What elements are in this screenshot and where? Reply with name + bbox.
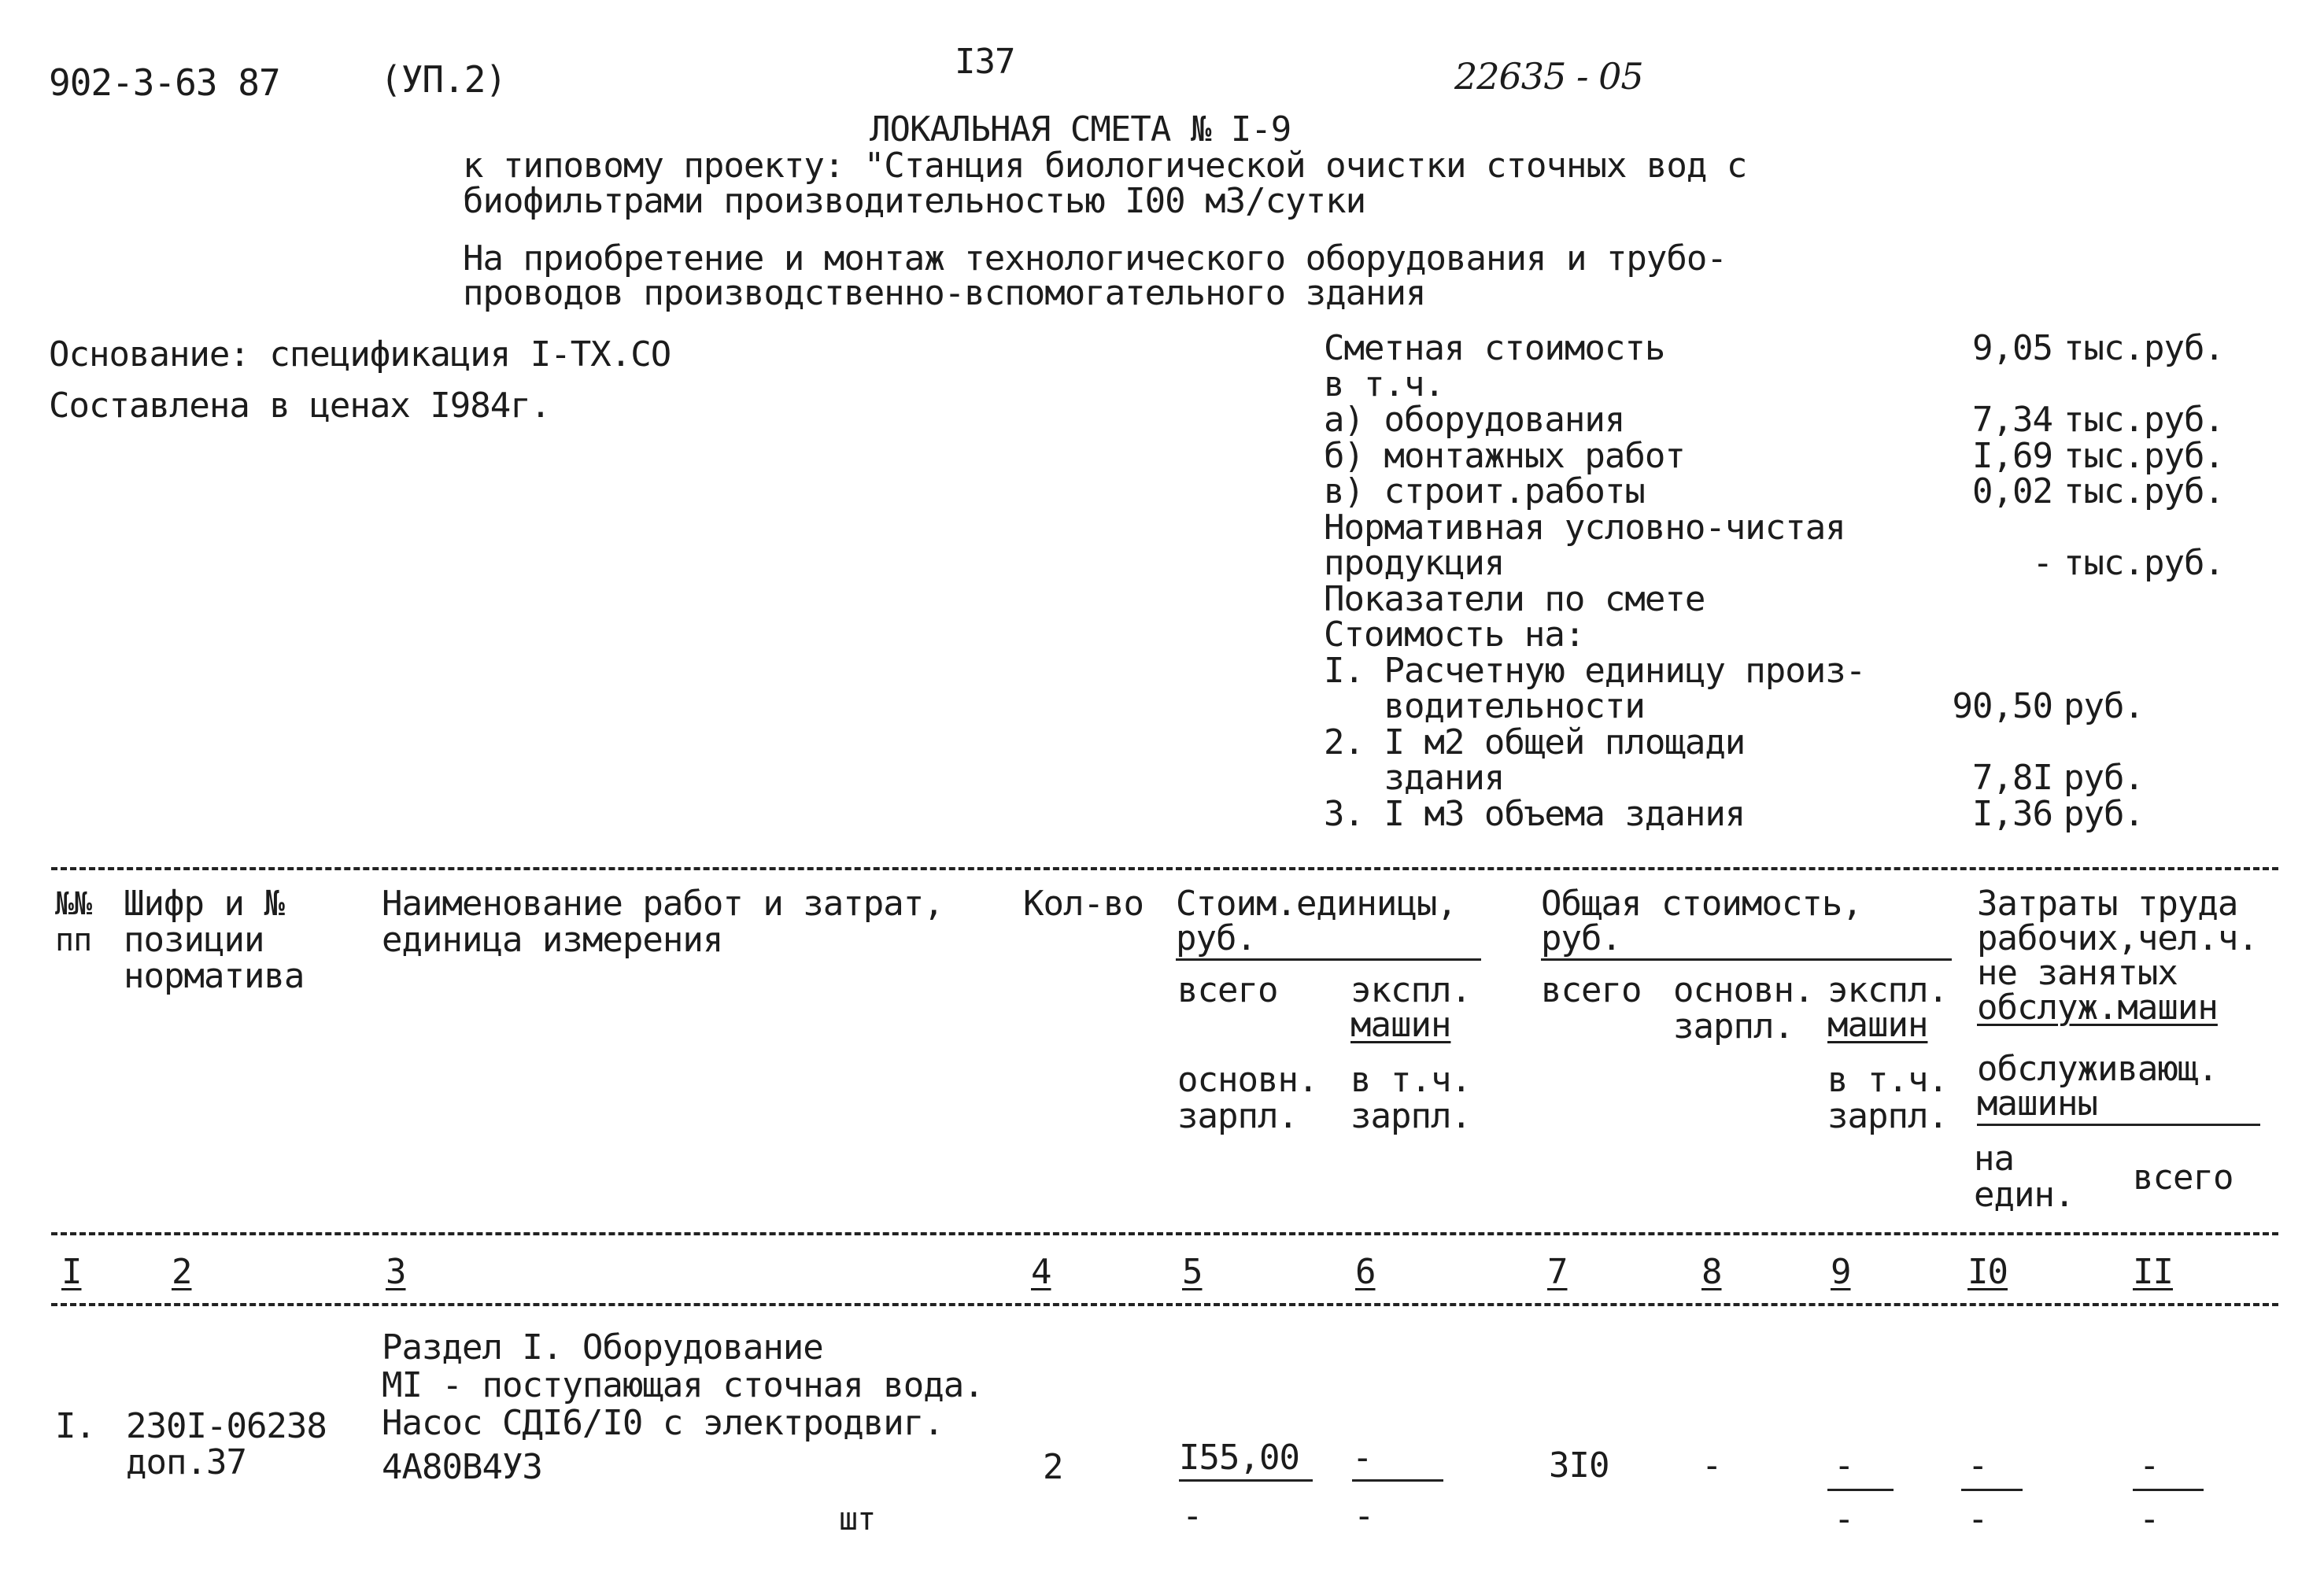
summary-label: Стоимость на: [1324, 615, 1585, 655]
table-top-rule [51, 867, 2278, 870]
summary-label: Показатели по смете [1324, 579, 1705, 619]
col-header-name: Наименование работ и затрат, единица измерения [382, 884, 944, 960]
unit-mach-rule [1352, 1479, 1443, 1482]
prices-year-line: Составлена в ценах I984г. [49, 386, 551, 426]
row-labor-total: - [2139, 1445, 2160, 1486]
labor-rule [1977, 1124, 2260, 1126]
summary-label: в т.ч. [1324, 364, 1444, 404]
row-quantity: 2 [1043, 1447, 1063, 1487]
summary-value: I,36 [1972, 794, 2052, 834]
basis-line: Основание: спецификация I-ТХ.СО [49, 334, 671, 375]
column-number: 4 [1031, 1252, 1051, 1292]
summary-unit: тыс.руб. [2064, 471, 2224, 511]
summary-block [1324, 330, 2292, 842]
summary-value: 0,02 [1972, 471, 2052, 511]
summary-value: - [2032, 543, 2052, 583]
column-number: 8 [1701, 1252, 1722, 1292]
table-header-rule [51, 1232, 2278, 1235]
column-number: 2 [172, 1252, 192, 1292]
summary-unit: руб. [2064, 794, 2144, 834]
estimate-subtitle-line2: биофильтрами производительностью I00 м3/сутки [463, 181, 1366, 221]
column-numbers-rule [51, 1303, 2278, 1306]
section-title: Раздел I. Оборудование [382, 1327, 823, 1368]
row-total: 3I0 [1549, 1445, 1609, 1486]
estimate-title: ЛОКАЛЬНАЯ СМЕТА № I-9 [870, 109, 1291, 150]
column-number: I0 [1967, 1252, 2008, 1292]
labor-unit-rule [1961, 1489, 2023, 1491]
summary-label: 2. I м2 общей площади [1324, 722, 1746, 762]
row-labor-unit: - [1967, 1445, 1988, 1486]
col-header-total-cost: Общая стоимость, [1541, 884, 1862, 924]
summary-label: Нормативная условно-чистая [1324, 508, 1846, 548]
column-number: 6 [1355, 1252, 1376, 1292]
row-name-model: 4А80В4У3 [382, 1447, 542, 1487]
doc-code: 902-3-63 87 [49, 61, 280, 104]
row-labor-total-2: - [2139, 1499, 2160, 1539]
labor-header-1: Затраты труда [1977, 884, 2238, 924]
summary-label: а) оборудования [1324, 400, 1625, 440]
page-number: I37 [955, 42, 1015, 82]
row-labor-unit-2: - [1967, 1499, 1988, 1539]
col-header-num: №№ пп [55, 886, 92, 958]
row-code: 230I-06238 [126, 1406, 327, 1446]
labor-header-5: обслуживающ. [1977, 1049, 2218, 1089]
total-cost-rule [1541, 958, 1952, 961]
col5-sub-header: основн. зарпл. [1177, 1060, 1318, 1136]
labor-header-3: не занятых [1977, 953, 2178, 993]
row-unit-wage: - [1182, 1496, 1203, 1536]
summary-value: 7,8I [1972, 758, 2052, 798]
row-code-addendum: доп.37 [126, 1442, 246, 1482]
summary-label: в) строит.работы [1324, 471, 1645, 511]
col6-sub-header: в т.ч. зарпл. [1350, 1060, 1471, 1136]
row-total-machines: - [1834, 1445, 1854, 1486]
summary-label: продукция [1324, 543, 1505, 583]
summary-value: 7,34 [1972, 400, 2052, 440]
row-unit-machines-wage: - [1354, 1496, 1374, 1536]
row-name: Насос СДI6/I0 с электродвиг. [382, 1403, 944, 1443]
col8-header: основн. зарпл. [1673, 970, 1814, 1047]
labor-total-rule [2133, 1489, 2204, 1491]
col-header-unit-cost-rub: руб. [1176, 918, 1256, 958]
column-number: 9 [1831, 1252, 1851, 1292]
total-mach-rule [1827, 1489, 1894, 1491]
row-unit: шт [839, 1501, 876, 1538]
unit-total-rule [1179, 1479, 1313, 1482]
summary-label: Сметная стоимость [1324, 328, 1665, 368]
summary-label: здания [1324, 758, 1505, 798]
summary-unit: тыс.руб. [2064, 436, 2224, 476]
summary-label: I. Расчетную единицу произ- [1324, 651, 1866, 691]
col11-header: всего [2133, 1157, 2233, 1198]
col-header-total-cost-rub: руб. [1541, 918, 1621, 958]
summary-unit: тыс.руб. [2064, 328, 2224, 368]
summary-unit: тыс.руб. [2064, 543, 2224, 583]
summary-value: I,69 [1972, 436, 2052, 476]
summary-unit: руб. [2064, 758, 2144, 798]
row-number: I. [55, 1406, 95, 1446]
summary-unit: тыс.руб. [2064, 400, 2224, 440]
row-total-wage: - [1701, 1445, 1722, 1486]
summary-label: водительности [1324, 686, 1645, 726]
column-number: II [2133, 1252, 2173, 1292]
row-total-machines-wage: - [1834, 1499, 1854, 1539]
column-number: 5 [1182, 1252, 1203, 1292]
estimate-subtitle-line1: к типовому проекту: "Станция биологической очистки сточных вод с [463, 146, 1747, 186]
labor-header-6: машины [1977, 1083, 2097, 1124]
row-unit-machines: - [1352, 1438, 1373, 1478]
purpose-line1: На приобретение и монтаж технологического оборудования и трубо- [463, 238, 1727, 279]
section-subtitle: МI - поступающая сточная вода. [382, 1365, 984, 1405]
col10-header: на един. [1974, 1139, 2075, 1215]
purpose-line2: проводов производственно-вспомогательного здания [463, 273, 1426, 313]
col9-header: экспл. [1827, 970, 1948, 1010]
album-label: (УП.2) [380, 58, 507, 101]
col-header-code: Шифр и № позиции норматива [124, 884, 305, 996]
col5-header: всего [1177, 970, 1278, 1010]
summary-value: 90,50 [1952, 686, 2052, 726]
row-unit-total: I55,00 [1179, 1438, 1299, 1478]
summary-unit: руб. [2064, 686, 2144, 726]
col-header-qty: Кол-во [1023, 884, 1144, 924]
handwritten-number: 22635 - 05 [1454, 55, 1643, 98]
unit-cost-rule [1176, 958, 1481, 961]
summary-label: 3. I м3 объема здания [1324, 794, 1746, 834]
col6-header-machines: машин [1350, 1005, 1451, 1045]
col7-header: всего [1541, 970, 1642, 1010]
summary-label: б) монтажных работ [1324, 436, 1685, 476]
column-number: 3 [386, 1252, 406, 1292]
summary-value: 9,05 [1972, 328, 2052, 368]
col-header-unit-cost: Стоим.единицы, [1176, 884, 1457, 924]
labor-header-4: обслуж.машин [1977, 988, 2218, 1028]
column-number: 7 [1547, 1252, 1568, 1292]
labor-header-2: рабочих,чел.ч. [1977, 918, 2258, 958]
col6-header: экспл. [1350, 970, 1471, 1010]
col9-header-machines: машин [1827, 1005, 1928, 1045]
column-number: I [61, 1252, 82, 1292]
col9-sub-header: в т.ч. зарпл. [1827, 1060, 1948, 1136]
